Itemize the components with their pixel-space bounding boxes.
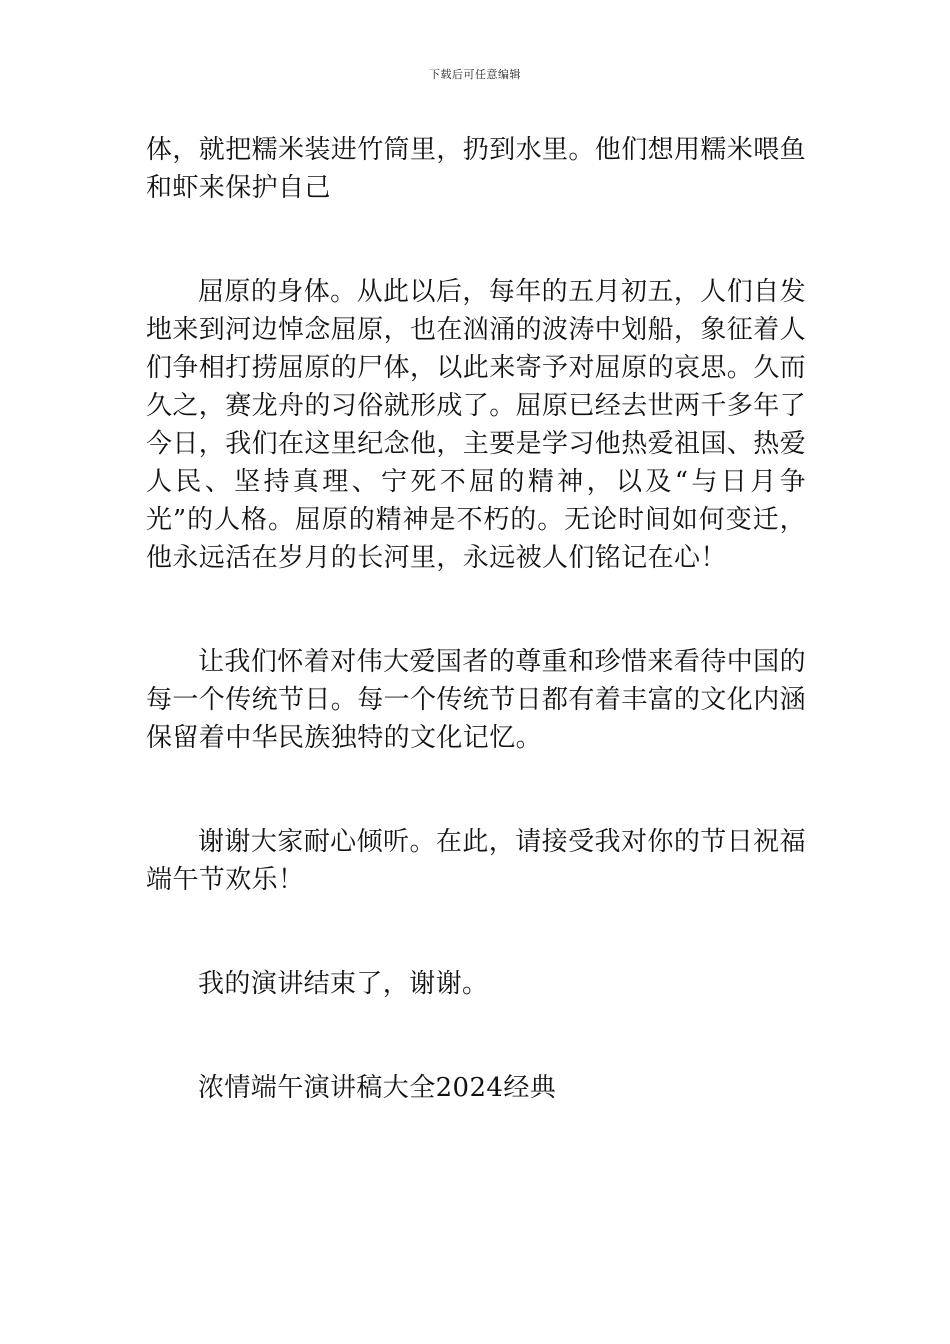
document-body bbox=[146, 131, 806, 1107]
paragraph-5: 我的演讲结束了，谢谢。 bbox=[198, 969, 489, 999]
paragraph-1: 体，就把糯米装进竹筒里，扔到水里。他们想用糯米喂鱼和虾来保护自己 bbox=[146, 135, 807, 203]
section-title: 浓情端午演讲稿大全2024经典 bbox=[198, 1073, 557, 1103]
paragraph-3: 让我们怀着对伟大爱国者的尊重和珍惜来看待中国的每一个传统节日。每一个传统节日都有着丰富的文化内涵保留着中华民族独特的文化记忆。 bbox=[146, 647, 807, 753]
paragraph-2: 屈原的身体。从此以后，每年的五月初五，人们自发地来到河边悼念屈原，也在汹涌的波涛中划船，象征着人们争相打捞屈原的尸体，以此来寄予对屈原的哀思。久而久之，赛龙舟的习俗就形成了。屈原已经去世两千多年了今日，我们在这里纪念他，主要是学习他热爱祖国、热爱人民、坚持真理、宁死不屈的精神，以及“与日月争光”的人格。屈原的精神是不朽的。无论时间如何变迁，他永远活在岁月的长河里，永远被人们铭记在心！ bbox=[146, 277, 807, 573]
paragraph-4: 谢谢大家耐心倾听。在此，请接受我对你的节日祝福端午节欢乐！ bbox=[146, 827, 806, 895]
page-header: 下载后可任意编辑 bbox=[429, 68, 521, 81]
